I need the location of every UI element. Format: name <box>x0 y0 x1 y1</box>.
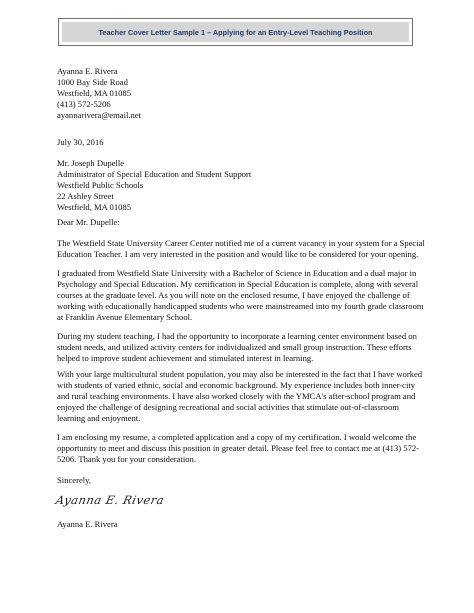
sender-city: Westfield, MA 01085 <box>57 88 132 98</box>
sender-street: 1000 Bay Side Road <box>57 77 128 87</box>
signed-name <box>57 519 118 530</box>
paragraph-line: working with educationally handicapped students who were mainstreamed into my fourth grade classroom <box>57 301 424 311</box>
paragraph-line: courses at the graduate level. As you will note on the enclosed resume, I have enjoyed the challenge of <box>57 290 410 300</box>
signed-name-text: Ayanna E. Rivera <box>57 519 118 529</box>
paragraph-line: learning and enjoyment. <box>57 413 141 423</box>
paragraph-line: I graduated from Westfield State University with a Bachelor of Science in Education and a dual major in <box>57 268 417 278</box>
recipient-address <box>57 158 251 213</box>
paragraph-line: enjoyed the challenge of designing recreational and social activities that stimulate out-of-classroom <box>57 402 399 412</box>
sender-name: Ayanna E. Rivera <box>57 66 118 76</box>
closing <box>57 475 91 486</box>
title-box <box>58 18 413 46</box>
paragraph-line: During my student teaching, I had the opportunity to incorporate a learning center environment based on <box>57 331 417 341</box>
recipient-street: 22 Ashley Street <box>57 191 114 201</box>
salutation <box>57 217 120 228</box>
paragraph-3 <box>57 331 417 364</box>
recipient-title: Administrator of Special Education and Student Support <box>57 169 252 179</box>
recipient-city: Westfield, MA 01085 <box>57 202 132 212</box>
paragraph-1 <box>57 238 425 260</box>
letter-date <box>57 137 104 148</box>
paragraph-line: With your large multicultural student population, you may also be interested in the fact that I have worked <box>57 369 423 379</box>
paragraph-2 <box>57 268 424 323</box>
paragraph-line: student needs, and utilized activity centers for individualized and small group instruction. These efforts <box>57 342 412 352</box>
paragraph-5 <box>57 432 419 465</box>
paragraph-line: with students of varied ethnic, social and economic background. My experience includes both inner-city <box>57 380 416 390</box>
paragraph-line: at Franklin Avenue Elementary School. <box>57 312 193 322</box>
handwritten-signature: Ayanna E. Rivera <box>54 493 166 507</box>
closing-text: Sincerely, <box>57 475 92 485</box>
sender-address <box>57 66 141 121</box>
letter-title: Teacher Cover Letter Sample 1 – Applying for an Entry-Level Teaching Position <box>98 27 373 37</box>
recipient-name: Mr. Joseph Dupelle <box>57 158 125 168</box>
paragraph-line: Education Teacher. I am very interested in the position and would like to be considered for your opening. <box>57 249 419 259</box>
paragraph-line: and rural teaching environments. I have also worked closely with the YMCA's after-school program and <box>57 391 416 401</box>
sender-phone: (413) 572-5206 <box>57 99 111 109</box>
title-band <box>62 22 409 42</box>
date-text: July 30, 2016 <box>57 137 104 147</box>
paragraph-4 <box>57 369 422 424</box>
paragraph-line: 5206. Thank you for your consideration. <box>57 454 196 464</box>
paragraph-line: I am enclosing my resume, a completed application and a copy of my certification. I would welcome the <box>57 432 417 442</box>
sender-email: ayannarivera@email.net <box>57 110 142 120</box>
paragraph-line: Psychology and Special Education. My certification in Special Education is complete, along with several <box>57 279 419 289</box>
salutation-text: Dear Mr. Dupelle: <box>57 217 120 227</box>
paragraph-line: The Westfield State University Career Center notified me of a current vacancy in your system for a Special <box>57 238 425 248</box>
recipient-org: Westfield Public Schools <box>57 180 144 190</box>
paragraph-line: opportunity to meet and discuss this position in greater detail. Please feel free to contact me at (413) 572- <box>57 443 420 453</box>
paragraph-line: helped to improve student achievement and stimulated interest in learning. <box>57 353 314 363</box>
